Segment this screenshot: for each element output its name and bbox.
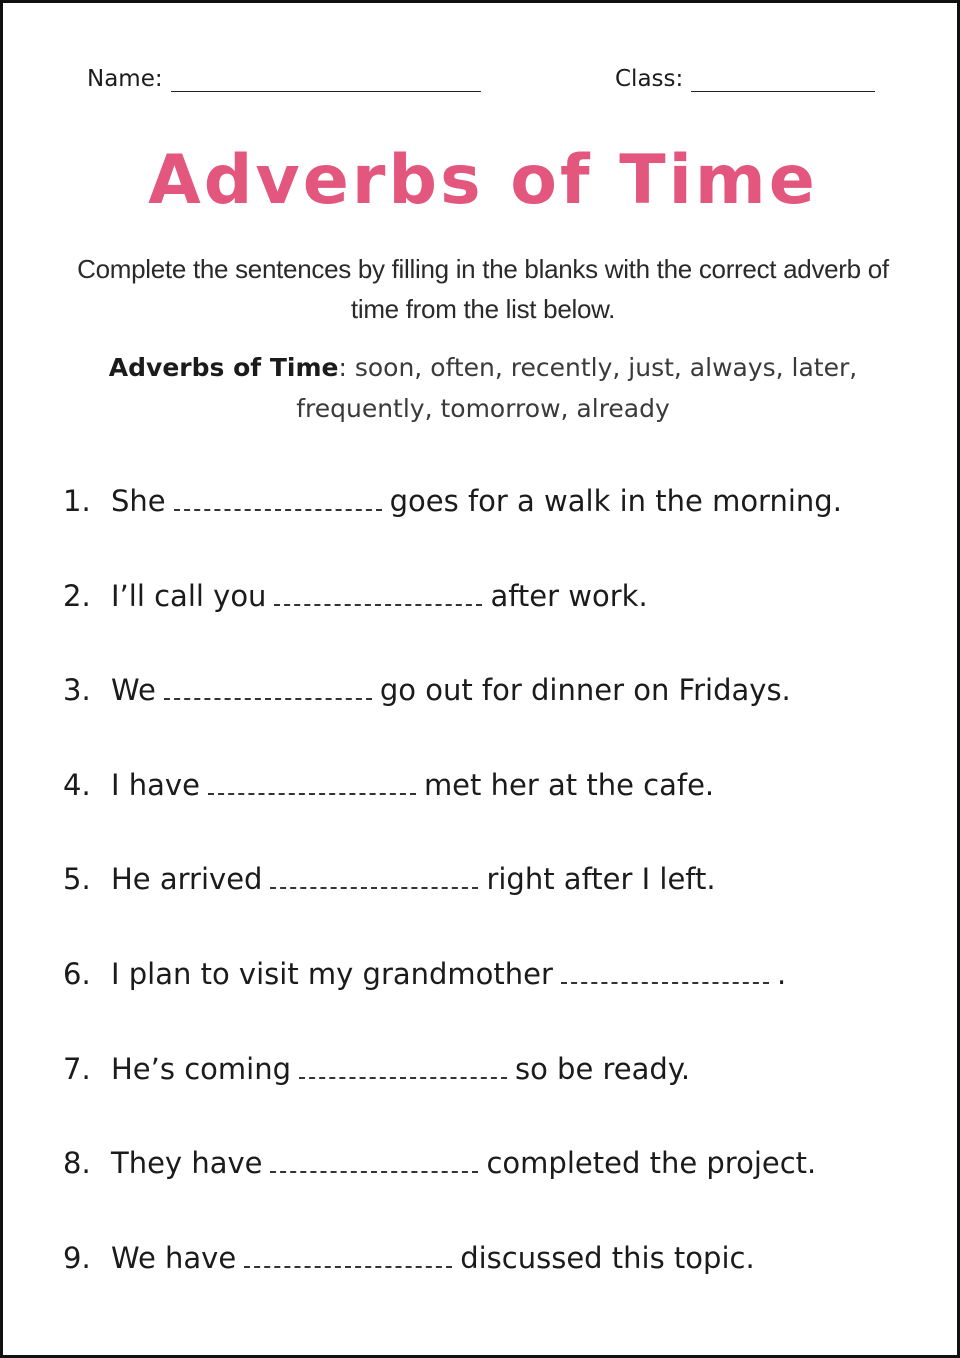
page-title: Adverbs of Time (148, 141, 818, 220)
question-text-before: He arrived (111, 862, 263, 897)
question-text-after: after work. (490, 578, 648, 613)
question-item (63, 1141, 923, 1236)
answer-blank[interactable] (270, 857, 478, 889)
question-text-before: They have (111, 1146, 263, 1181)
answer-blank[interactable] (174, 479, 382, 511)
answer-blank[interactable] (164, 668, 372, 700)
student-info-row (87, 63, 873, 99)
question-text-after: goes for a walk in the morning. (389, 484, 842, 518)
question-item (63, 1047, 923, 1142)
question-list (63, 479, 923, 1330)
name-input-line[interactable] (171, 63, 481, 92)
question-text-after: met her at the cafe. (423, 767, 715, 802)
question-text-after: right after I left. (486, 862, 716, 897)
question-text-before: I’ll call you (111, 578, 267, 613)
answer-blank[interactable] (561, 952, 769, 984)
question-text-before: I have (111, 767, 200, 802)
question-number: 5. (63, 862, 91, 897)
word-bank-label: Adverbs of Time (108, 353, 339, 382)
question-item (63, 668, 923, 763)
question-item (63, 479, 923, 574)
question-text-after: so be ready. (514, 1051, 691, 1086)
answer-blank[interactable] (270, 1141, 478, 1173)
question-text-after: completed the project. (486, 1146, 817, 1181)
question-number: 9. (63, 1240, 91, 1275)
question-number: 7. (63, 1051, 91, 1086)
question-number: 4. (63, 767, 91, 802)
question-number: 6. (63, 956, 91, 991)
question-text-before: I plan to visit my grandmother (111, 956, 553, 991)
question-item (63, 952, 923, 1047)
question-text-before: We have (111, 1240, 237, 1275)
question-number: 2. (63, 578, 91, 613)
class-field (615, 63, 875, 92)
question-text-after: discussed this topic. (460, 1240, 755, 1275)
answer-blank[interactable] (274, 574, 482, 606)
question-text-before: We (111, 673, 156, 708)
answer-blank[interactable] (208, 763, 416, 795)
name-label: Name: (87, 66, 163, 92)
question-text-before: She (111, 484, 166, 518)
question-item (63, 857, 923, 952)
answer-blank[interactable] (244, 1236, 452, 1268)
question-text-after: go out for dinner on Fridays. (379, 673, 791, 708)
question-item (63, 574, 923, 669)
word-bank (63, 347, 903, 429)
name-field (87, 63, 481, 92)
question-number: 3. (63, 673, 91, 708)
answer-blank[interactable] (299, 1047, 507, 1079)
question-item (63, 763, 923, 858)
class-label: Class: (615, 66, 684, 92)
question-text-before: He’s coming (111, 1051, 291, 1086)
question-item (63, 1236, 923, 1331)
instructions-text: Complete the sentences by filling in the blanks with the correct adverb of time from the list below. (77, 254, 889, 324)
question-number: 8. (63, 1146, 91, 1181)
question-text-after: . (776, 956, 787, 991)
class-input-line[interactable] (691, 63, 875, 92)
question-number: 1. (63, 484, 91, 518)
word-bank-words: : soon, often, recently, just, always, later, frequently, tomorrow, already (296, 353, 858, 423)
